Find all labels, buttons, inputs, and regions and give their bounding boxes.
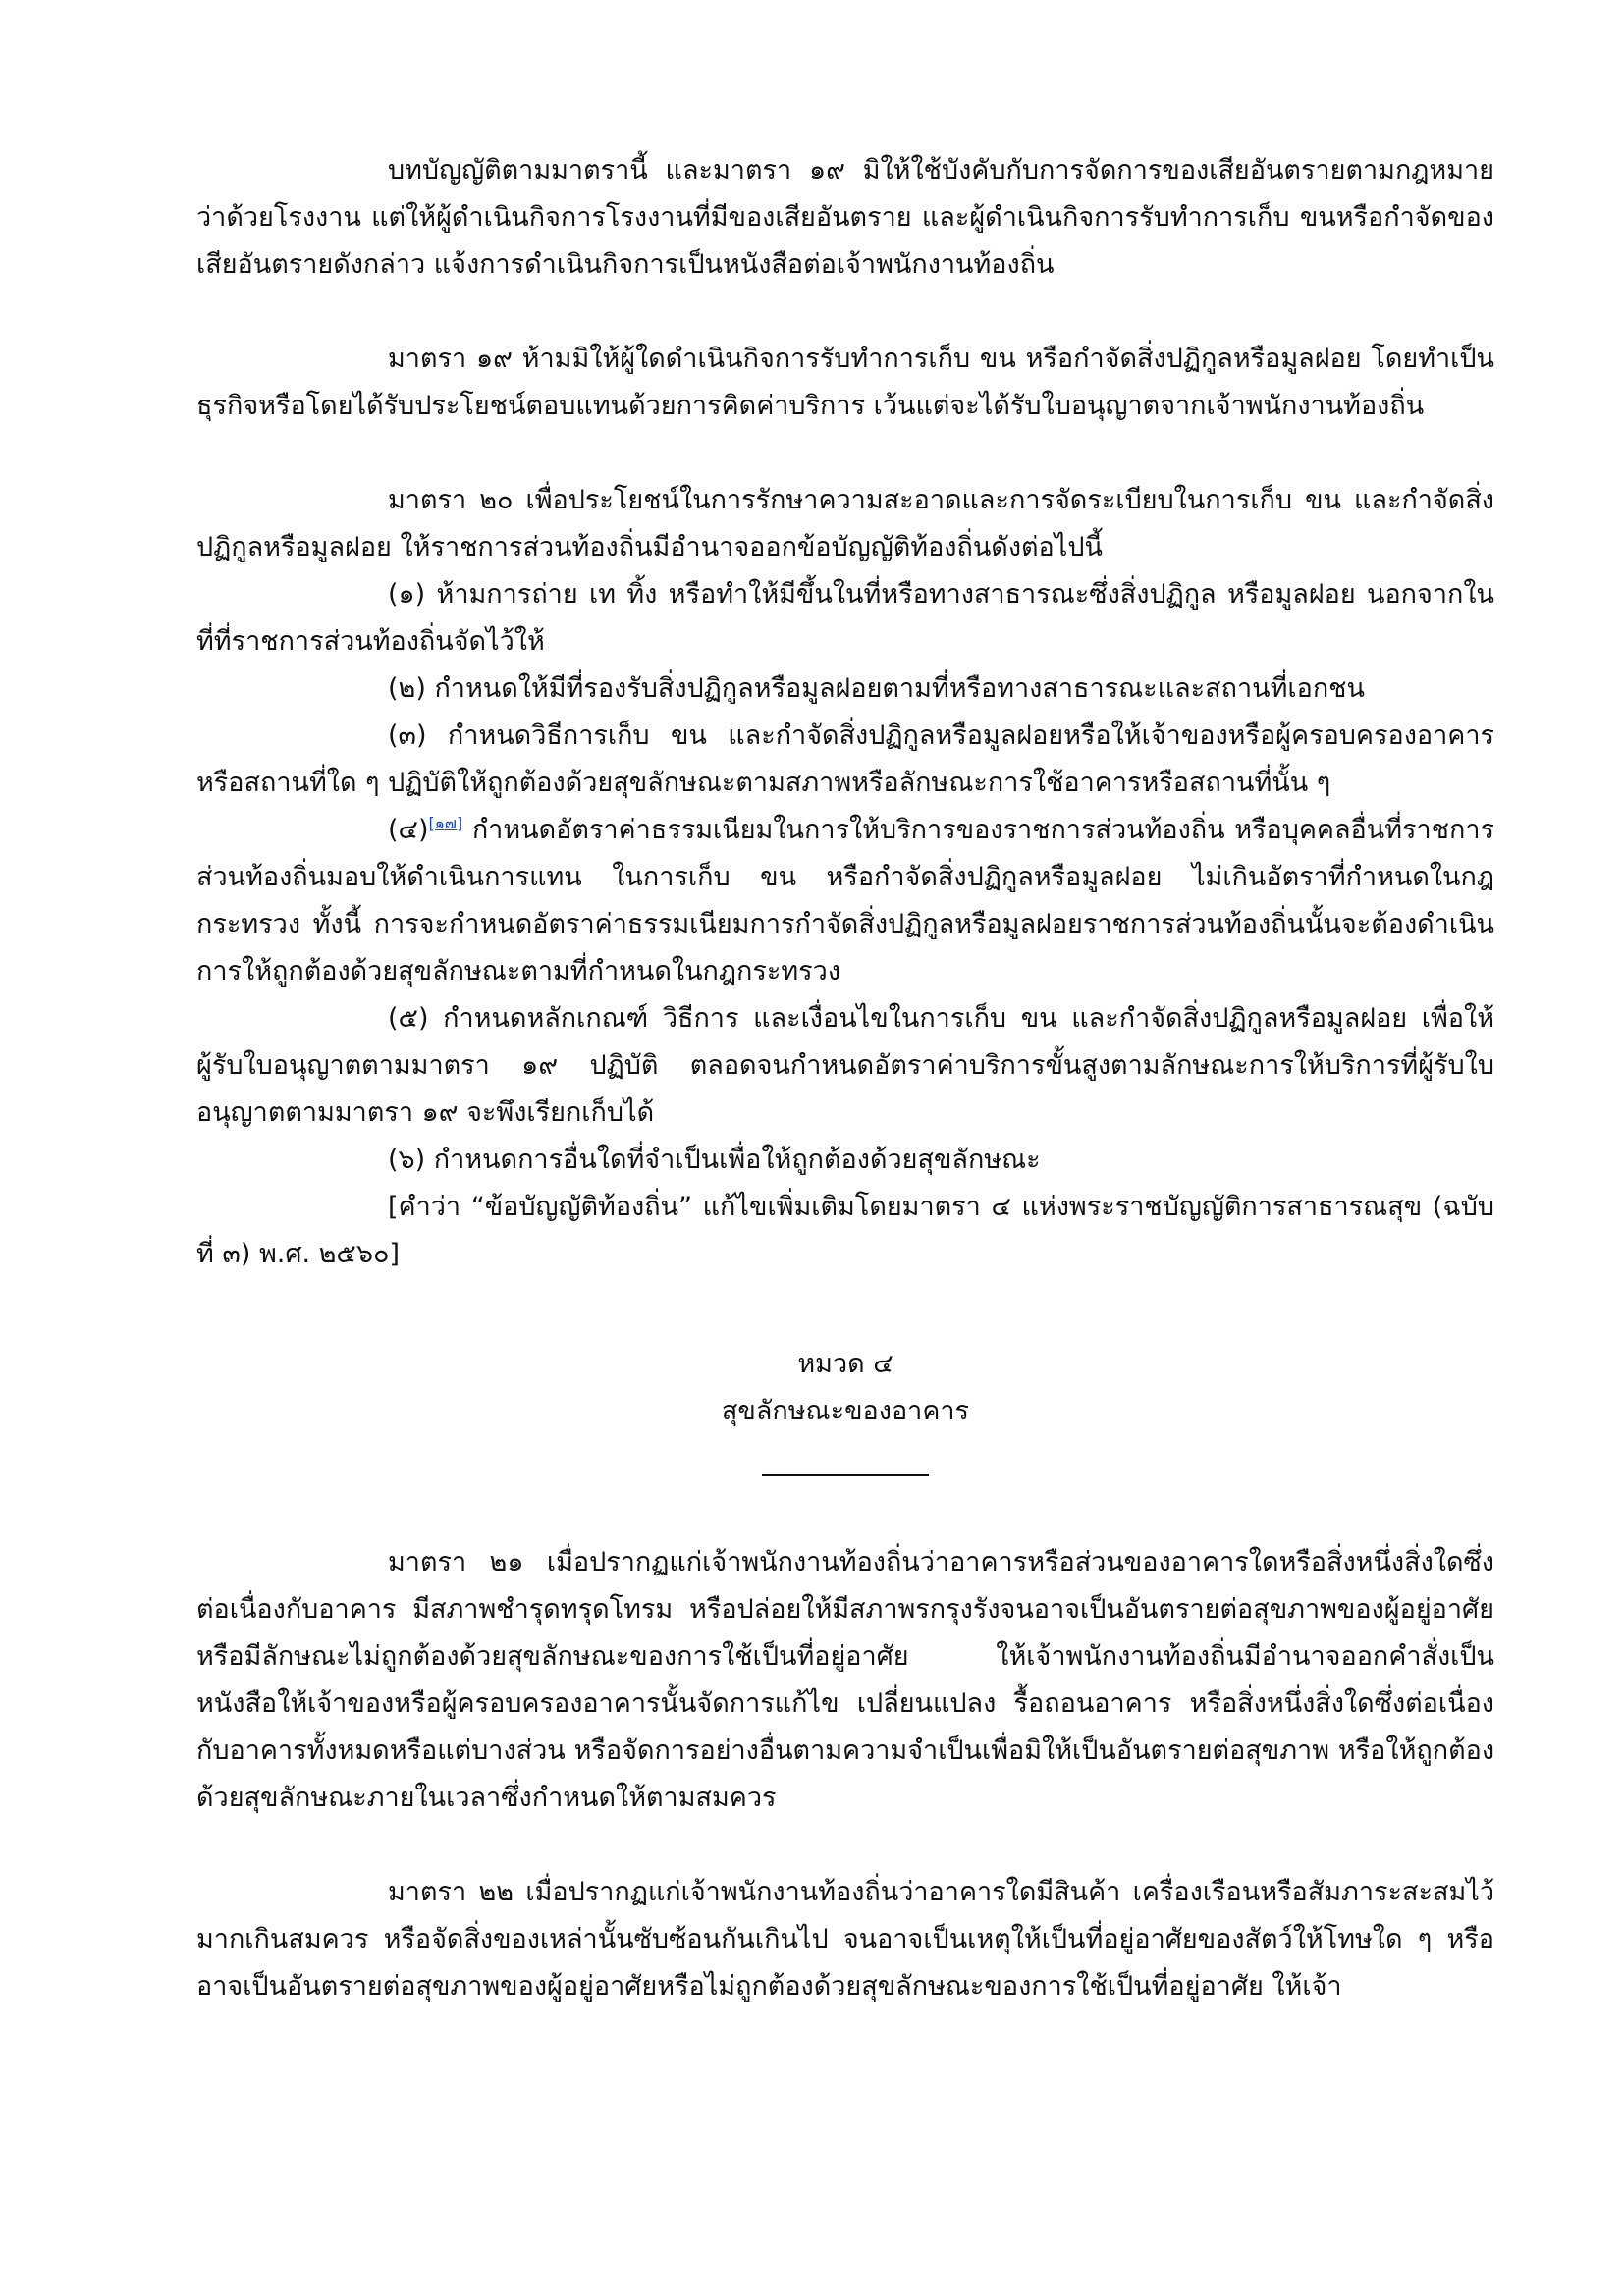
section-20-item-2: (๒) กำหนดให้มีที่รองรับสิ่งปฏิกูลหรือมูลฝอยตามที่หรือทางสาธารณะและสถานที่เอกชน <box>388 673 1365 704</box>
footnote-link[interactable]: [๑๗] <box>428 814 463 832</box>
chapter-title: สุขลักษณะของอาคาร <box>721 1396 970 1426</box>
chapter-number: หมวด ๔ <box>797 1349 893 1379</box>
section-20-item-4 <box>196 807 1494 995</box>
section-20-item-4-text: กำหนดอัตราค่าธรรมเนียมในการให้บริการของราชการส่วนท้องถิ่น หรือบุคคลอื่นที่ราชการส่วนท้องถิ่นมอบให้ดำเนินการแทน ในการเก็บ ขน หรือกำจัดสิ่งปฏิกูลหรือมูลฝอย ไม่เกินอัตราที่กำหนดในกฎกระทรวง ทั้งนี้ การจะกำหนดอัตราค่าธรรมเนียมการกำจัดสิ่งปฏิกูลหรือมูลฝอยราชการส่วนท้องถิ่นนั้นจะต้องดำเนินการให้ถูกต้องด้วยสุขลักษณะตามที่กำหนดในกฎกระทรวง <box>196 815 1494 987</box>
section-20-item-4-number: (๔) <box>388 815 429 845</box>
chapter-heading <box>196 1341 1494 1476</box>
section-20-item-1: (๑) ห้ามการถ่าย เท ทิ้ง หรือทำให้มีขึ้นในที่หรือทางสาธารณะซึ่งสิ่งปฏิกูล หรือมูลฝอย นอกจากในที่ที่ราชการส่วนท้องถิ่นจัดไว้ให้ <box>196 579 1494 657</box>
section-20-item-3: (๓) กำหนดวิธีการเก็บ ขน และกำจัดสิ่งปฏิกูลหรือมูลฝอยหรือให้เจ้าของหรือผู้ครอบครองอาคารหรือสถานที่ใด ๆ ปฏิบัติให้ถูกต้องด้วยสุขลักษณะตามสภาพหรือลักษณะการใช้อาคารหรือสถานที่นั้น ๆ <box>196 721 1494 798</box>
section-21: มาตรา ๒๑ เมื่อปรากฏแก่เจ้าพนักงานท้องถิ่นว่าอาคารหรือส่วนของอาคารใดหรือสิ่งหนึ่งสิ่งใดซึ่งต่อเนื่องกับอาคาร มีสภาพชำรุดทรุดโทรม หรือปล่อยให้มีสภาพรกรุงรังจนอาจเป็นอันตรายต่อสุขภาพของผู้อยู่อาศัยหรือมีลักษณะไม่ถูกต้องด้วยสุขลักษณะของการใช้เป็นที่อยู่อาศัย ให้เจ้าพนักงานท้องถิ่นมีอำนาจออกคำสั่งเป็นหนังสือให้เจ้าของหรือผู้ครอบครองอาคารนั้นจัดการแก้ไข เปลี่ยนแปลง รื้อถอนอาคาร หรือสิ่งหนึ่งสิ่งใดซึ่งต่อเนื่องกับอาคารทั้งหมดหรือแต่บางส่วน หรือจัดการอย่างอื่นตามความจำเป็นเพื่อมิให้เป็นอันตรายต่อสุขภาพ หรือให้ถูกต้องด้วยสุขลักษณะภายในเวลาซึ่งกำหนดให้ตามสมควร <box>196 1547 1494 1813</box>
section-22: มาตรา ๒๒ เมื่อปรากฏแก่เจ้าพนักงานท้องถิ่นว่าอาคารใดมีสินค้า เครื่องเรือนหรือสัมภาระสะสมไว้มากเกินสมควร หรือจัดสิ่งของเหล่านั้นซับซ้อนกันเกินไป จนอาจเป็นเหตุให้เป็นที่อยู่อาศัยของสัตว์ให้โทษใด ๆ หรืออาจเป็นอันตรายต่อสุขภาพของผู้อยู่อาศัยหรือไม่ถูกต้องด้วยสุขลักษณะของการใช้เป็นที่อยู่อาศัย ให้เจ้า <box>196 1877 1494 2002</box>
section-20: มาตรา ๒๐ เพื่อประโยชน์ในการรักษาความสะอาดและการจัดระเบียบในการเก็บ ขน และกำจัดสิ่งปฏิกูลหรือมูลฝอย ให้ราชการส่วนท้องถิ่นมีอำนาจออกข้อบัญญัติท้องถิ่นดังต่อไปนี้ <box>196 485 1494 562</box>
section-19: มาตรา ๑๙ ห้ามมิให้ผู้ใดดำเนินกิจการรับทำการเก็บ ขน หรือกำจัดสิ่งปฏิกูลหรือมูลฝอย โดยทำเป็นธุรกิจหรือโดยได้รับประโยชน์ตอบแทนด้วยการคิดค่าบริการ เว้นแต่จะได้รับใบอนุญาตจากเจ้าพนักงานท้องถิ่น <box>196 344 1494 421</box>
section-20-item-5: (๕) กำหนดหลักเกณฑ์ วิธีการ และเงื่อนไขในการเก็บ ขน และกำจัดสิ่งปฏิกูลหรือมูลฝอย เพื่อให้ผู้รับใบอนุญาตตามมาตรา ๑๙ ปฏิบัติ ตลอดจนกำหนดอัตราค่าบริการขั้นสูงตามลักษณะการให้บริการที่ผู้รับใบอนุญาตตามมาตรา ๑๙ จะพึงเรียกเก็บได้ <box>196 1003 1494 1128</box>
chapter-divider <box>762 1474 929 1476</box>
section-20-item-6: (๖) กำหนดการอื่นใดที่จำเป็นเพื่อให้ถูกต้องด้วยสุขลักษณะ <box>388 1145 1041 1175</box>
amendment-note: [คำว่า “ข้อบัญญัติท้องถิ่น” แก้ไขเพิ่มเติมโดยมาตรา ๔ แห่งพระราชบัญญัติการสาธารณสุข (ฉบับที่ ๓) พ.ศ. ๒๕๖๐] <box>196 1192 1494 1269</box>
paragraph-exemption: บทบัญญัติตามมาตรานี้ และมาตรา ๑๙ มิให้ใช้บังคับกับการจัดการของเสียอันตรายตามกฎหมายว่าด้วยโรงงาน แต่ให้ผู้ดำเนินกิจการโรงงานที่มีของเสียอันตราย และผู้ดำเนินกิจการรับทำการเก็บ ขนหรือกำจัดของเสียอันตรายดังกล่าว แจ้งการดำเนินกิจการเป็นหนังสือต่อเจ้าพนักงานท้องถิ่น <box>196 155 1494 280</box>
document-page <box>196 147 1494 2010</box>
